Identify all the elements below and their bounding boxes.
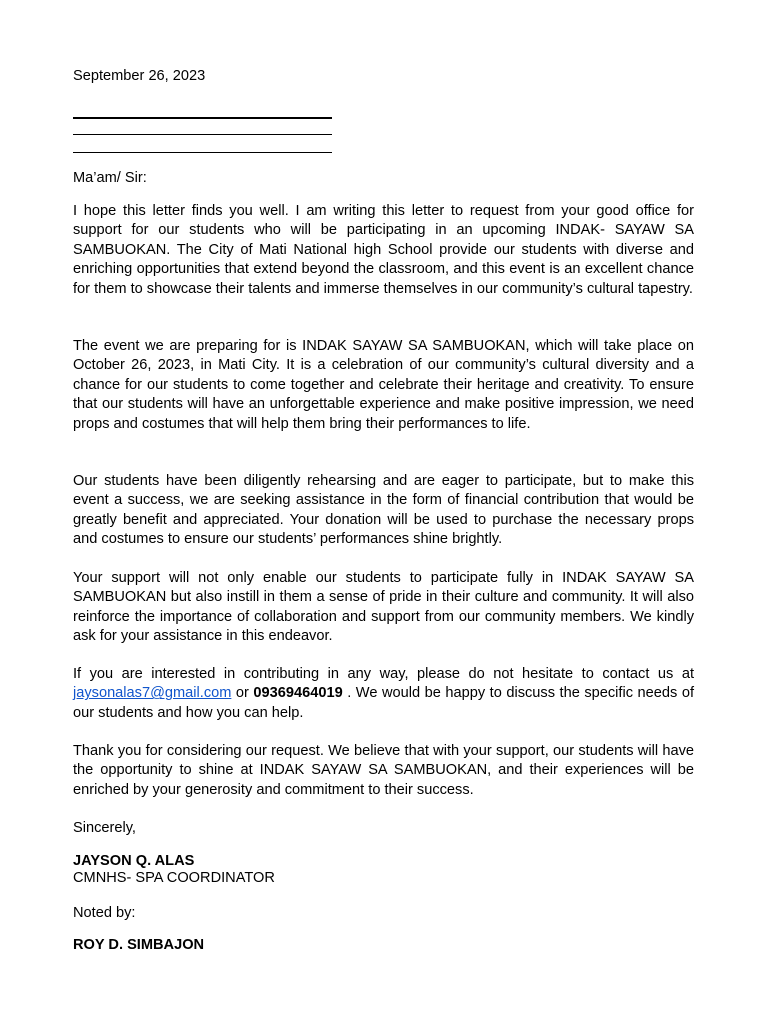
phone-number: 09369464019	[253, 685, 343, 702]
signer-name: JAYSON Q. ALAS	[73, 853, 195, 869]
noter-name: ROY D. SIMBAJON	[73, 937, 205, 953]
address-line	[73, 152, 332, 153]
paragraph-request: Our students have been diligently rehearsing and are eager to participate, but to make this event a success, we are seeking assistance in the form of financial contribution that would be greatly benefit and appreciated. Your donation will be used to purchase the necessary props and costumes to ensure our students’ performances shine brightly.	[73, 473, 694, 548]
noted-by-label: Noted by:	[73, 905, 136, 921]
email-link[interactable]: jaysonalas7@gmail.com	[73, 685, 232, 702]
contact-text-suffix: . We would be happy to discuss the specific needs of our students and how you can help.	[73, 685, 694, 721]
paragraph-support: Your support will not only enable our students to participate fully in INDAK SAYAW SA SAMBUOKAN but also instill in them a sense of pride in their culture and community. It will also reinforce the importance of collaboration and support from our community members. We kindly ask for your assistance in this endeavor.	[73, 570, 694, 645]
paragraph-contact	[73, 665, 694, 723]
address-line	[73, 117, 332, 119]
closing: Sincerely,	[73, 820, 136, 836]
salutation: Ma’am/ Sir:	[73, 170, 147, 186]
paragraph-intro: I hope this letter finds you well. I am writing this letter to request from your good office for support for our students who will be participating in an upcoming INDAK- SAYAW SA SAMBUOKAN. The City of Mati National high School provide our students with diverse and enriching opportunities that extend beyond the classroom, and this event is an excellent chance for them to showcase their talents and immerse themselves in our community’s cultural tapestry.	[73, 203, 694, 297]
contact-text-or: or	[231, 685, 254, 702]
contact-text-prefix: If you are interested in contributing in any way, please do not hesitate to contact us at	[73, 666, 694, 682]
paragraph-thanks: Thank you for considering our request. We believe that with your support, our students will have the opportunity to shine at INDAK SAYAW SA SAMBUOKAN, and their experiences will be enriched by your generosity and commitment to their success.	[73, 743, 694, 798]
signer-title: CMNHS- SPA COORDINATOR	[73, 870, 275, 886]
paragraph-event: The event we are preparing for is INDAK SAYAW SA SAMBUOKAN, which will take place on October 26, 2023, in Mati City. It is a celebration of our community’s cultural diversity and a chance for our students to come together and celebrate their heritage and creativity. To ensure that our students will have an unforgettable experience and make positive impression, we need props and costumes that will help them bring their performances to life.	[73, 338, 694, 432]
address-line	[73, 134, 332, 135]
letter-date: September 26, 2023	[73, 68, 206, 84]
